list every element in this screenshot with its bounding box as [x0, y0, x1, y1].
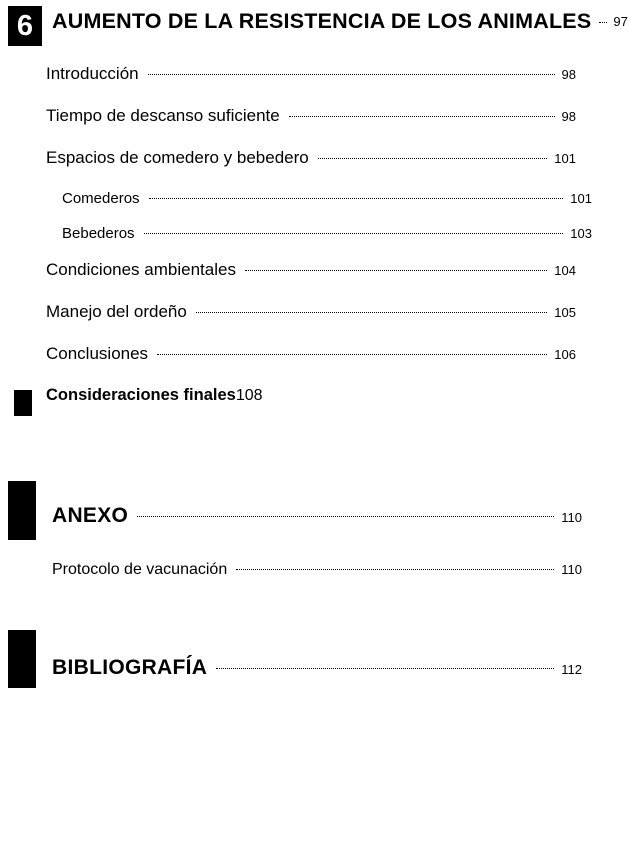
section-bibliografia: [8, 630, 592, 700]
dot-leader: [599, 22, 607, 23]
toc-entry-page: 105: [554, 305, 576, 320]
toc-entry-label: Consideraciones finales: [46, 386, 236, 404]
section-anexo-row[interactable]: [52, 504, 582, 528]
dot-leader: [157, 354, 547, 355]
toc-entry-page: 98: [561, 67, 576, 82]
toc-entry-page: 101: [554, 151, 576, 166]
toc-entry[interactable]: [44, 106, 576, 148]
dot-leader: [245, 270, 547, 271]
dot-leader: [236, 569, 554, 570]
toc-entry-page: 98: [561, 109, 576, 124]
toc-entry-label: Manejo del ordeño: [46, 302, 187, 321]
toc-entry-label: Conclusiones: [46, 344, 149, 363]
dot-leader: [137, 516, 554, 517]
toc-entry-page: 110: [561, 562, 582, 577]
section-page: 110: [561, 510, 582, 525]
dot-leader: [149, 198, 564, 199]
section-page: 112: [561, 662, 582, 677]
chapter-title-text: AUMENTO DE LA RESISTENCIA DE LOS ANIMALES: [52, 9, 592, 33]
toc-entry-label: Condiciones ambientales: [46, 260, 236, 279]
toc-entry-label: Espacios de comedero y bebedero: [46, 148, 309, 167]
toc-subentry[interactable]: [44, 190, 592, 225]
toc-entry-page: 103: [570, 226, 592, 241]
toc-entry[interactable]: [44, 148, 576, 190]
toc-entry[interactable]: [44, 344, 576, 386]
dot-leader: [318, 158, 548, 159]
toc-entry-final[interactable]: [44, 386, 574, 430]
toc-entry[interactable]: [44, 302, 576, 344]
section-marker-bar: [8, 481, 36, 540]
chapter-title-row[interactable]: [42, 6, 628, 36]
toc-entry-label: Tiempo de descanso suficiente: [46, 106, 280, 125]
toc-subentry[interactable]: [44, 225, 592, 260]
toc-entry[interactable]: [44, 64, 576, 106]
toc-entry[interactable]: [52, 561, 582, 579]
chapter-page-number: 97: [613, 14, 628, 29]
toc-entry-label: Protocolo de vacunación: [52, 561, 228, 578]
dot-leader: [196, 312, 547, 313]
section-title: BIBLIOGRAFÍA: [52, 656, 208, 679]
section-bibliografia-row[interactable]: [52, 656, 582, 680]
dot-leader: [144, 233, 564, 234]
chapter-number-badge: 6: [8, 6, 42, 46]
section-marker-square: [14, 390, 32, 416]
toc-entry-page: 104: [554, 263, 576, 278]
toc-entry[interactable]: [44, 260, 576, 302]
dot-leader: [148, 74, 555, 75]
toc-entry-label: Bebederos: [62, 225, 135, 242]
toc-entry-label: Comederos: [62, 190, 140, 207]
dot-leader: [216, 668, 554, 669]
section-title: ANEXO: [52, 504, 129, 527]
chapter-heading: [8, 6, 628, 46]
toc-entry-list: [44, 64, 592, 430]
toc-entry-label: Introducción: [46, 64, 139, 83]
dot-leader: [289, 116, 555, 117]
toc-entry-page: 108: [235, 387, 263, 404]
toc-entry-page: 101: [570, 191, 592, 206]
toc-entry-page: 106: [554, 347, 576, 362]
section-anexo: [8, 481, 592, 591]
section-marker-bar: [8, 630, 36, 688]
